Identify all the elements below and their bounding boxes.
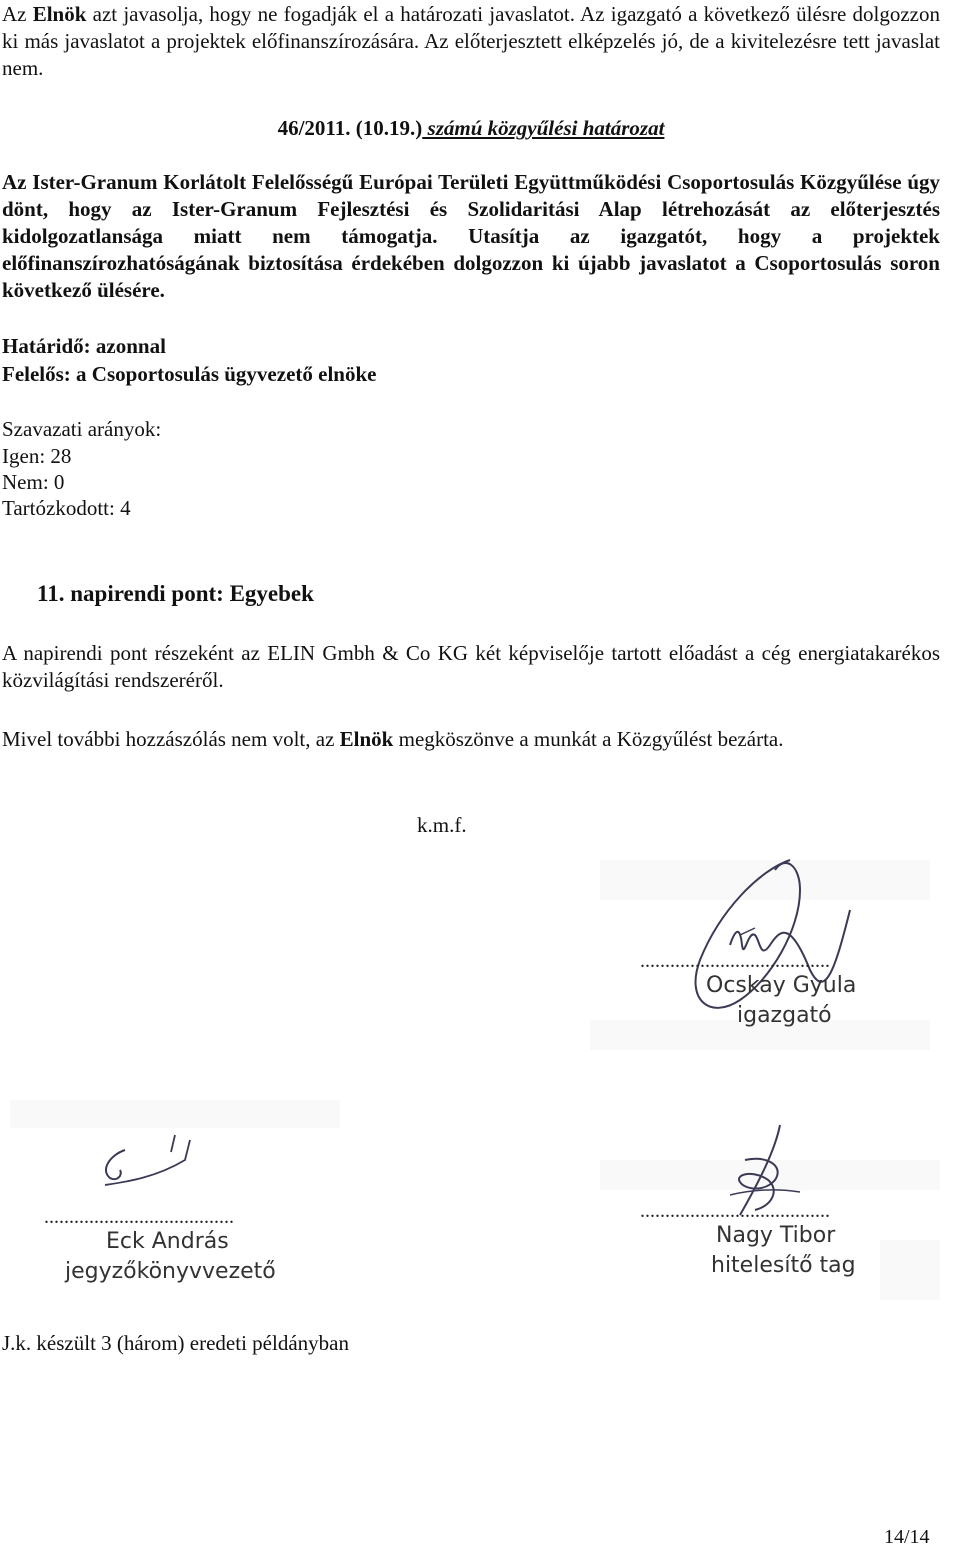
scan-shadow-5 [880,1240,940,1300]
agenda-heading [37,580,937,607]
agenda-paragraph-2 [2,726,940,753]
agenda-title: napirendi pont: Egyebek [70,581,314,606]
resolution-number: 46/2011. (10.19.) [277,116,423,140]
agenda-chair-bold: Elnök [339,727,394,751]
resolution-title-rest: számú közgyűlési határozat [422,116,665,140]
agenda-paragraph-2-rest: megköszönve a munkát a Közgyűlést bezárta. [393,727,784,751]
director-dots: ...................................... [640,950,830,972]
authenticator-name: Nagy Tibor [716,1223,836,1248]
agenda-paragraph-1: A napirendi pont részeként az ELIN Gmbh & Co KG két képviselője tartott előadást a cég energiatakarékos közvilágítási rendszeréről. [2,641,940,692]
scan-shadow-3 [10,1100,340,1128]
authenticator-dots: ...................................... [640,1200,830,1222]
copies-note: J.k. készült 3 (három) eredeti példányban [2,1331,349,1355]
director-name: Ocskay Gyula [706,973,857,998]
intro-chair-bold: Elnök [32,2,87,26]
resolution-body: Az Ister-Granum Korlátolt Felelősségű Európai Területi Együttműködési Csoportosulás Közgyűlése úgy dönt, hogy az Ister-Granum Fejlesztési és Szolidaritási Alap létrehozását az előterjesztés kidolgozatlansága miatt nem támogatja. Utasítja az igazgatót, hogy a projektek előfinanszírozhatóságának biztosítása érdekében dolgozzon ki újabb javaslatot a Csoportosulás soron következő ülésére. [2,170,940,302]
director-role: igazgató [737,1003,832,1028]
intro-text-rest: azt javasolja, hogy ne fogadják el a határozati javaslatot. Az igazgató a következő ülésre dolgozzon ki más javaslatot a projektek előfinanszírozására. Az előterjesztett elképzelés jó, de a kivitelezésre tett javaslat nem. [2,2,940,80]
resolution-title [2,115,940,142]
intro-paragraph [2,1,940,82]
recorder-role: jegyzőkönyvvezető [65,1259,276,1284]
agenda-paragraph-2-start: Mivel további hozzászólás nem volt, az [2,727,340,751]
page-number: 14/14 [884,1526,930,1548]
votes-abstain: Tartózkodott: 4 [2,496,131,520]
resolution-responsible: Felelős: a Csoportosulás ügyvezető elnöke [2,362,377,386]
agenda-number: 11. [37,581,65,606]
kmf-label: k.m.f. [417,813,467,837]
votes-yes: Igen: 28 [2,444,72,468]
authenticator-role: hitelesítő tag [711,1253,856,1278]
intro-text-start: Az [2,2,33,26]
recorder-name: Eck András [106,1229,229,1254]
resolution-deadline: Határidő: azonnal [2,334,166,358]
votes-heading: Szavazati arányok: [2,417,162,441]
recorder-dots: ...................................... [44,1206,234,1228]
votes-no: Nem: 0 [2,470,65,494]
recorder-signature-graphic [95,1130,205,1200]
